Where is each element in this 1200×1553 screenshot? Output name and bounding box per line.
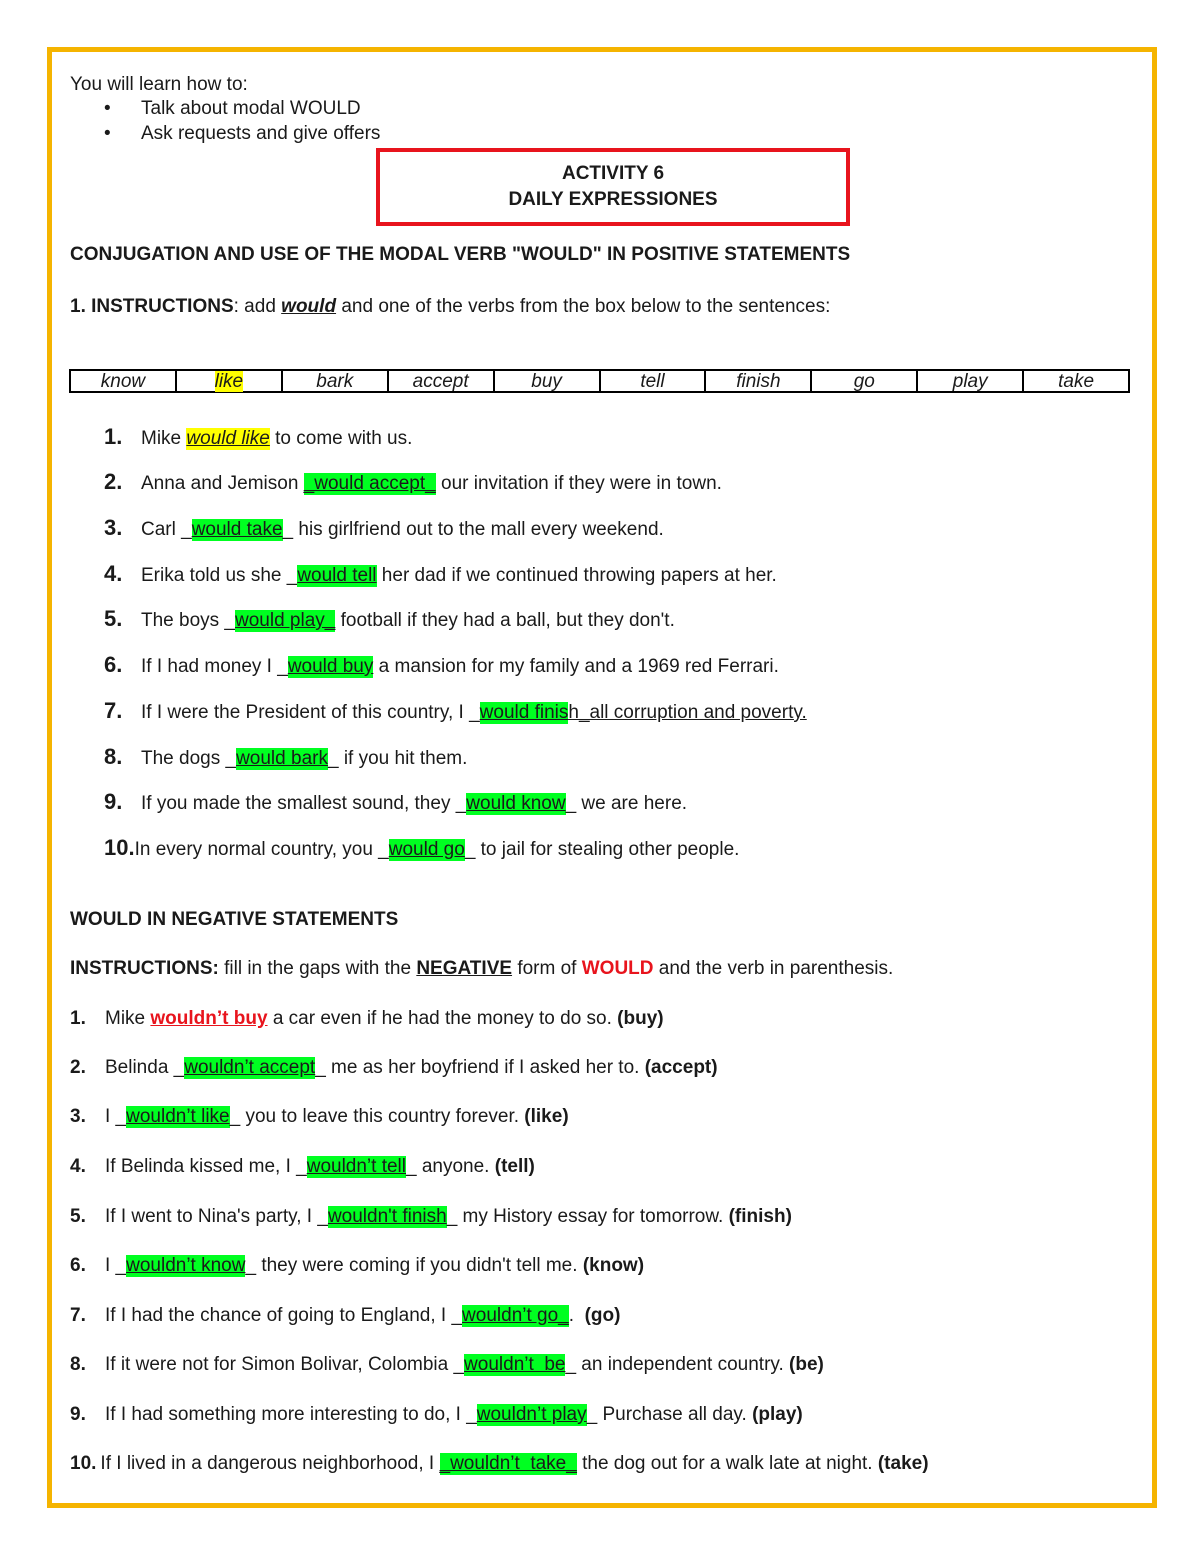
item-text: _ if you hit them. [327, 748, 468, 769]
answer-blank: would bark [236, 748, 328, 769]
answer-blank: wouldn’t buy [150, 1008, 268, 1029]
list-item [104, 652, 779, 678]
answer-blank: would play_ [235, 610, 336, 631]
section2-heading: WOULD IN NEGATIVE STATEMENTS [70, 909, 399, 930]
list-item [104, 835, 739, 861]
item-text: I _ [105, 1106, 127, 1127]
instr-text: and one of the verbs from the box below to the sentences: [336, 296, 831, 317]
item-text: If you made the smallest sound, they _ [141, 793, 467, 814]
verb-hint: (like) [524, 1106, 569, 1127]
verb-hint: (play) [752, 1404, 803, 1425]
instr-text: fill in the gaps with the [218, 958, 417, 979]
page-frame [47, 47, 1157, 1508]
item-number: 8. [70, 1354, 86, 1375]
item-text: Anna and Jemison [141, 473, 304, 494]
verb-cell: go [812, 371, 918, 391]
item-text: Mike [141, 428, 187, 449]
answer-blank: would know [466, 793, 566, 814]
verb-hint: (finish) [728, 1206, 792, 1227]
verb-cell: finish [706, 371, 812, 391]
item-text: _ his girlfriend out to the mall every weekend. [282, 519, 664, 540]
answer-blank: would buy [287, 656, 374, 677]
list-item [104, 744, 467, 770]
verb-hint: (take) [877, 1453, 929, 1474]
list-item [70, 1404, 803, 1426]
item-text: _ anyone. [406, 1156, 495, 1177]
item-text: In every normal country, you _ [134, 839, 389, 860]
item-text: Carl _ [141, 519, 192, 540]
item-text: _ Purchase all day. [586, 1404, 753, 1425]
activity-number: ACTIVITY 6 [561, 163, 665, 184]
item-text: If I went to Nina's party, I _ [105, 1206, 328, 1227]
answer-blank: wouldn’t accept [184, 1057, 316, 1078]
item-text: If it were not for Simon Bolivar, Colombia _ [105, 1354, 465, 1375]
verb-cell: buy [495, 371, 601, 391]
list-item [104, 789, 687, 815]
item-text: a car even if he had the money to do so. [267, 1008, 618, 1029]
verb-hint: (know) [582, 1255, 645, 1276]
item-text: Mike [105, 1008, 151, 1029]
verb-cell: tell [601, 371, 707, 391]
verb-box [69, 369, 1130, 393]
section1-heading: CONJUGATION AND USE OF THE MODAL VERB "WOULD" IN POSITIVE STATEMENTS [70, 244, 851, 265]
verb-hint: (buy) [617, 1008, 664, 1029]
item-text: If I were the President of this country, I _ [141, 702, 480, 723]
instr-keyword: would [281, 296, 337, 317]
verb-cell: accept [389, 371, 495, 391]
item-text: _ me as her boyfriend if I asked her to. [315, 1057, 645, 1078]
item-number: 5. [70, 1206, 86, 1227]
list-item [70, 1106, 569, 1128]
item-number: 10. [70, 1453, 97, 1474]
item-text: Belinda _ [105, 1057, 185, 1078]
list-item [70, 1206, 792, 1228]
instr-label: 1. INSTRUCTIONS [70, 296, 234, 317]
item-number: 9. [104, 789, 123, 814]
verb-cell: play [918, 371, 1024, 391]
item-number: 6. [104, 652, 123, 677]
item-text: If I had money I _ [141, 656, 288, 677]
answer-blank: wouldn’t go_ [462, 1305, 569, 1326]
item-text: _ we are here. [565, 793, 688, 814]
item-text: _ you to leave this country forever. [229, 1106, 525, 1127]
instr-text: : add [233, 296, 282, 317]
list-item [70, 1057, 718, 1079]
list-item [104, 515, 664, 541]
instr-text: form of [512, 958, 582, 979]
verb-cell: know [71, 371, 177, 391]
list-item [70, 1305, 620, 1327]
answer-blank: _would accept_ [303, 473, 436, 494]
verb-cell [177, 371, 283, 391]
verb-hint: (tell) [494, 1156, 535, 1177]
instr-text: and the verb in parenthesis. [653, 958, 894, 979]
item-number: 7. [70, 1305, 86, 1326]
intro-bullet: • Ask requests and give offers [104, 121, 380, 146]
answer-blank: _wouldn’t take_ [439, 1453, 577, 1474]
verb-cell: bark [283, 371, 389, 391]
list-item [104, 698, 807, 724]
list-item [104, 606, 675, 632]
answer-blank: wouldn’t tell [306, 1156, 406, 1177]
item-number: 7. [104, 698, 123, 723]
item-text: . [568, 1305, 585, 1326]
answer-blank: would finis [479, 702, 569, 723]
item-text: a mansion for my family and a 1969 red Ferrari. [373, 656, 779, 677]
list-item [70, 1354, 824, 1376]
item-number: 1. [70, 1008, 86, 1029]
item-text: h_all corruption and poverty. [568, 702, 807, 723]
item-number: 3. [70, 1106, 86, 1127]
list-item [70, 1453, 929, 1475]
list-item [104, 561, 777, 587]
item-text: _ my History essay for tomorrow. [446, 1206, 729, 1227]
item-text: If I had the chance of going to England, I _ [105, 1305, 463, 1326]
answer-blank: wouldn't finish [327, 1206, 447, 1227]
item-text: I _ [105, 1255, 127, 1276]
item-number: 1. [104, 424, 123, 449]
item-number: 8. [104, 744, 123, 769]
item-number: 4. [104, 561, 123, 586]
list-item [104, 424, 412, 450]
intro-bullet: • Talk about modal WOULD [104, 96, 380, 121]
answer-blank: wouldn’t play [476, 1404, 587, 1425]
list-item [70, 1255, 644, 1277]
item-number: 9. [70, 1404, 86, 1425]
instr-negative: NEGATIVE [416, 958, 513, 979]
item-text: If Belinda kissed me, I _ [105, 1156, 307, 1177]
item-number: 3. [104, 515, 123, 540]
item-text: her dad if we continued throwing papers at her. [376, 565, 777, 586]
item-text: our invitation if they were in town. [435, 473, 722, 494]
item-text: the dog out for a walk late at night. [576, 1453, 878, 1474]
verb-hint: (go) [584, 1305, 621, 1326]
item-text: football if they had a ball, but they don't. [335, 610, 675, 631]
answer-blank: wouldn’t like [126, 1106, 230, 1127]
item-text: The dogs _ [141, 748, 237, 769]
answer-blank: would like [186, 428, 270, 449]
verb-hint: (accept) [644, 1057, 718, 1078]
item-number: 2. [104, 469, 123, 494]
section2-instructions [70, 958, 893, 980]
list-item [70, 1156, 535, 1178]
section1-instructions [70, 296, 830, 318]
item-text: _ to jail for stealing other people. [464, 839, 740, 860]
verb-highlight: like [214, 371, 244, 392]
item-text: Erika told us she _ [141, 565, 298, 586]
activity-title: DAILY EXPRESSIONES [508, 189, 718, 210]
item-number: 6. [70, 1255, 86, 1276]
item-text: _ an independent country. [565, 1354, 790, 1375]
instr-label: INSTRUCTIONS: [70, 958, 219, 979]
item-number: 2. [70, 1057, 86, 1078]
intro-bullets [104, 96, 380, 146]
list-item [70, 1008, 664, 1030]
activity-title-box [376, 148, 850, 226]
item-text: _ they were coming if you didn't tell me. [245, 1255, 583, 1276]
item-number: 5. [104, 606, 123, 631]
item-text: The boys _ [141, 610, 235, 631]
answer-blank: wouldn’t be [464, 1354, 566, 1375]
verb-cell: take [1058, 371, 1095, 392]
item-text: to come with us. [269, 428, 413, 449]
intro-lead: You will learn how to: [70, 74, 248, 95]
answer-blank: would go [388, 839, 465, 860]
answer-blank: would take [191, 519, 283, 540]
instr-would: WOULD [581, 958, 654, 979]
answer-blank: would tell [297, 565, 377, 586]
item-text: If I had something more interesting to do, I _ [105, 1404, 477, 1425]
item-number: 10. [104, 835, 135, 860]
answer-blank: wouldn’t know [126, 1255, 246, 1276]
verb-hint: (be) [789, 1354, 824, 1375]
item-number: 4. [70, 1156, 86, 1177]
item-text: If I lived in a dangerous neighborhood, I [100, 1453, 440, 1474]
list-item [104, 469, 722, 495]
